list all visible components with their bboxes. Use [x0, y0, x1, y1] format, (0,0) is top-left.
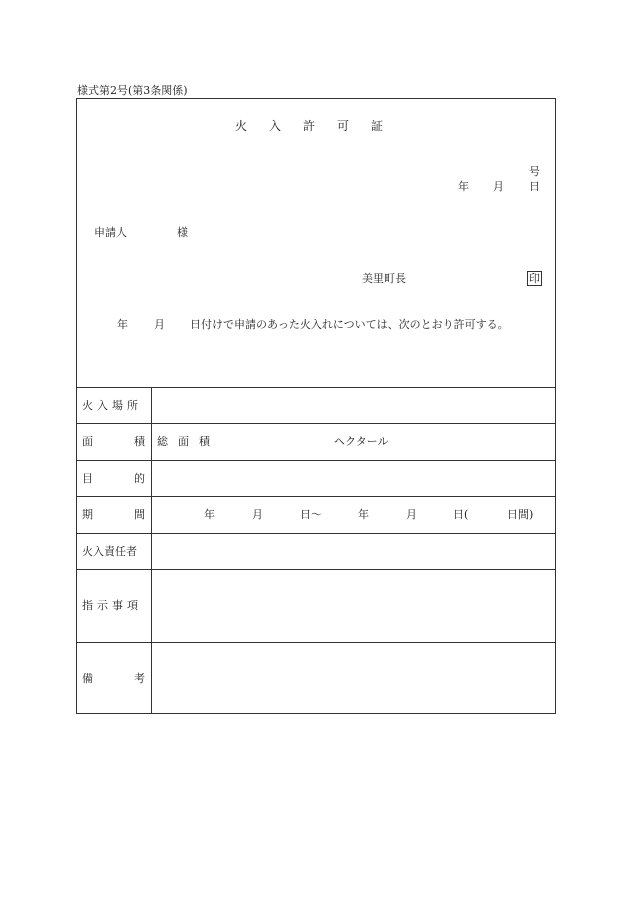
period-days: 日間) [507, 508, 534, 521]
document-title: 火入許可証 [234, 119, 405, 133]
instructions-label: 指示事項 [82, 599, 142, 612]
period-to-year: 年 [358, 508, 369, 521]
remarks-label-char: 備 [82, 672, 93, 685]
period-from-year: 年 [204, 508, 215, 521]
total-area-label: 総面積 [157, 435, 220, 448]
area-label [82, 436, 145, 447]
row-divider [77, 569, 555, 570]
column-divider [151, 387, 152, 713]
issue-month-label: 月 [493, 180, 504, 193]
remarks-label [82, 673, 145, 684]
period-to-month: 月 [406, 508, 417, 521]
area-label-char: 面 [82, 435, 93, 448]
row-divider [77, 533, 555, 534]
period-label [82, 509, 145, 520]
permit-statement: 日付けで申請のあった火入れについては、次のとおり許可する。 [190, 318, 509, 331]
form-number-label: 様式第2号(第3条関係) [77, 84, 188, 97]
purpose-label-char: 的 [134, 472, 145, 485]
period-from-day: 日〜 [300, 508, 322, 521]
issue-year-label: 年 [458, 180, 469, 193]
seal-mark: 印 [529, 272, 540, 285]
period-to-day: 日( [453, 508, 469, 521]
area-label-char: 積 [134, 435, 145, 448]
period-label-char: 期 [82, 508, 93, 521]
location-label: 火入場所 [82, 399, 142, 412]
row-divider [77, 460, 555, 461]
statement-month-label: 月 [154, 318, 165, 331]
row-divider [77, 496, 555, 497]
period-label-char: 間 [134, 508, 145, 521]
permit-number-label: 号 [529, 165, 540, 178]
row-divider [77, 387, 555, 388]
remarks-label-char: 考 [134, 672, 145, 685]
row-divider [77, 423, 555, 424]
area-unit: ヘクタール [334, 435, 389, 448]
purpose-label-char: 目 [82, 472, 93, 485]
purpose-label [82, 473, 145, 484]
responsible-person-label: 火入責任者 [82, 545, 137, 558]
period-from-month: 月 [252, 508, 263, 521]
permit-form-frame [76, 98, 556, 714]
applicant-honorific: 様 [177, 226, 188, 239]
issuer-name: 美里町長 [362, 272, 406, 285]
applicant-label: 申請人 [94, 226, 127, 239]
issue-day-label: 日 [529, 180, 540, 193]
row-divider [77, 642, 555, 643]
statement-year-label: 年 [117, 318, 128, 331]
